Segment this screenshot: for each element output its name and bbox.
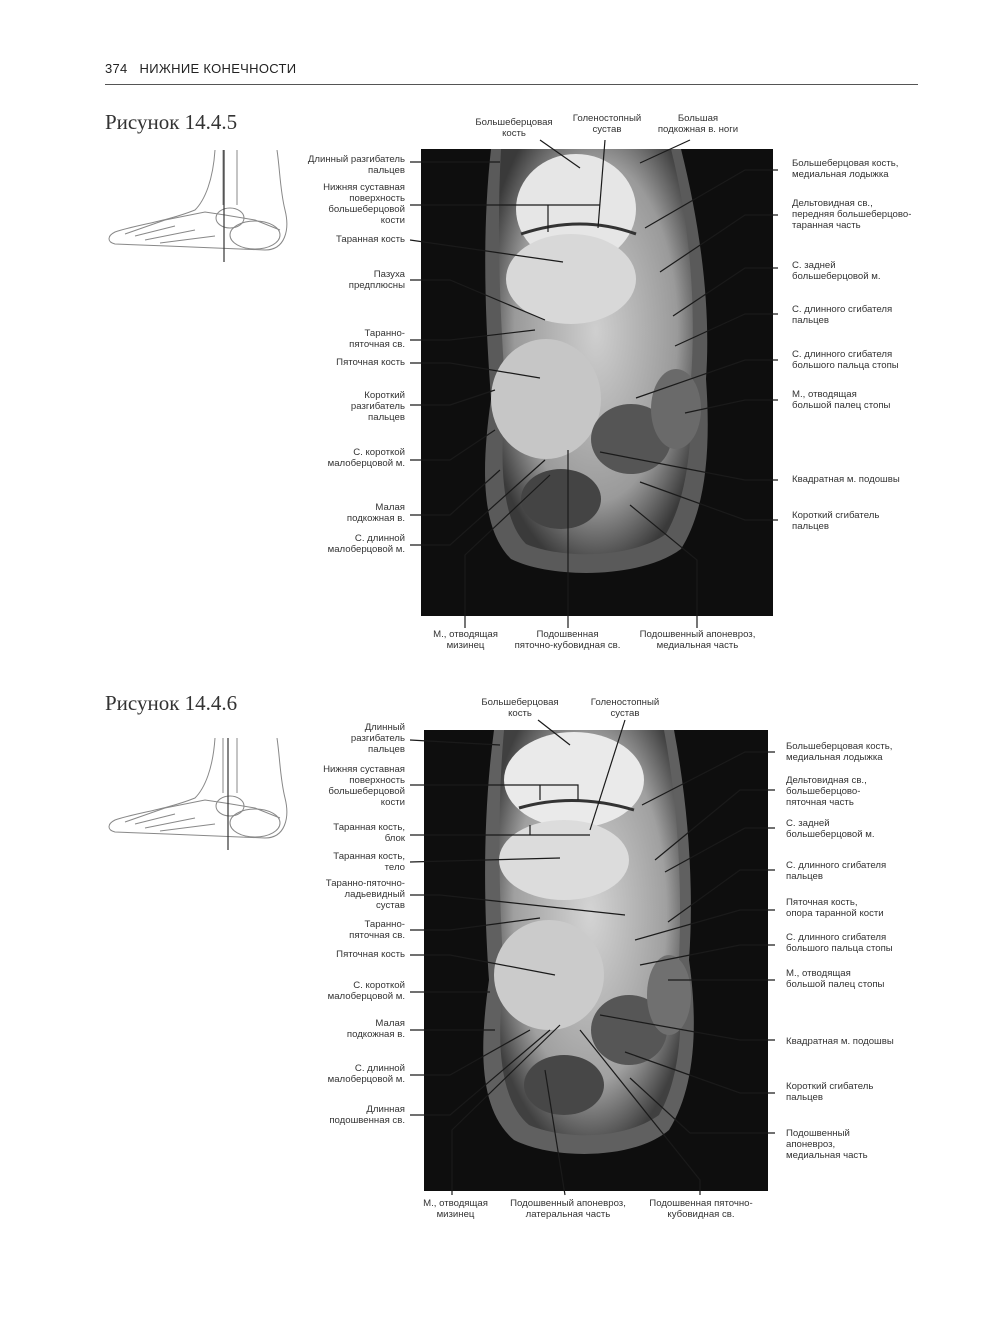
label-calcaneus: Пяточная кость <box>336 949 405 960</box>
label-medial-malleolus: Большеберцовая кость, медиальная лодыжка <box>786 741 893 763</box>
label-fdl-tendon: С. длинного сгибателя пальцев <box>786 860 887 882</box>
label-plantar-calcaneocuboid-ligament: Подошвенная пяточно-кубовидная св. <box>514 629 621 651</box>
label-calcaneus: Пяточная кость <box>336 357 405 368</box>
label-peroneus-brevis-tendon: С. короткой малоберцовой м. <box>327 980 405 1002</box>
label-inferior-articular-surface: Нижняя суставная поверхность большеберцовой кости <box>323 182 405 226</box>
label-medial-malleolus: Большеберцовая кость, медиальная лодыжка <box>792 158 899 180</box>
label-tibialis-posterior-tendon: С. задней большеберцовой м. <box>786 818 875 840</box>
label-fhl-tendon: С. длинного сгибателя большого пальца стопы <box>792 349 899 371</box>
label-sinus-tarsi: Пазуха предплюсны <box>348 269 405 291</box>
label-peroneus-longus-tendon: С. длинной малоберцовой м. <box>327 533 405 555</box>
label-abductor-digiti-minimi: М., отводящая мизинец <box>423 1198 488 1220</box>
label-talocalcaneal-ligament: Таранно- пяточная св. <box>349 328 405 350</box>
label-flexor-digitorum-brevis: Короткий сгибатель пальцев <box>792 510 880 532</box>
label-peroneus-longus-tendon: С. длинной малоберцовой м. <box>327 1063 405 1085</box>
label-extensor-digitorum-longus: Длинный разгибатель пальцев <box>307 154 405 176</box>
label-extensor-digitorum-brevis: Короткий разгибатель пальцев <box>350 390 405 423</box>
label-sustentaculum-tali: Пяточная кость, опора таранной кости <box>786 897 884 919</box>
section-title: НИЖНИЕ КОНЕЧНОСТИ <box>139 61 297 76</box>
label-deltoid-ligament-anterior: Дельтовидная св., передняя большеберцово- таранная часть <box>792 198 912 231</box>
label-plantar-aponeurosis-medial: Подошвенный апоневроз, медиальная часть <box>786 1128 868 1161</box>
label-tibia: Большеберцовая кость <box>481 697 559 719</box>
label-talus: Таранная кость <box>335 234 405 245</box>
label-inferior-articular-surface: Нижняя суставная поверхность большеберцовой кости <box>323 764 405 808</box>
label-small-saphenous-vein: Малая подкожная в. <box>346 1018 405 1040</box>
label-talocalcaneonavicular-joint: Таранно-пяточно- ладьевидный сустав <box>325 878 405 911</box>
label-abductor-hallucis: М., отводящая большой палец стопы <box>792 389 891 411</box>
label-abductor-digiti-minimi: М., отводящая мизинец <box>433 629 498 651</box>
figure-title: Рисунок 14.4.5 <box>105 110 238 134</box>
label-ankle-joint: Голеностопный сустав <box>590 697 660 719</box>
label-peroneus-brevis-tendon: С. короткой малоберцовой м. <box>327 447 405 469</box>
figure-title: Рисунок 14.4.6 <box>105 691 238 715</box>
label-fdl-tendon: С. длинного сгибателя пальцев <box>792 304 893 326</box>
label-abductor-hallucis: М., отводящая большой палец стопы <box>786 968 885 990</box>
label-extensor-digitorum-longus: Длинный разгибатель пальцев <box>350 722 405 755</box>
label-plantar-calcaneocuboid-ligament: Подошвенная пяточно- кубовидная св. <box>649 1198 753 1220</box>
label-plantar-aponeurosis-lateral: Подошвенный апоневроз, латеральная часть <box>510 1198 626 1220</box>
label-fhl-tendon: С. длинного сгибателя большого пальца стопы <box>786 932 893 954</box>
label-great-saphenous-vein: Большая подкожная в. ноги <box>657 113 739 135</box>
label-talus-trochlea: Таранная кость, блок <box>333 822 405 844</box>
label-quadratus-plantae: Квадратная м. подошвы <box>786 1036 894 1047</box>
label-deltoid-ligament-tibiocalcaneal: Дельтовидная св., большеберцово- пяточная часть <box>786 775 867 808</box>
label-quadratus-plantae: Квадратная м. подошвы <box>792 474 900 485</box>
label-long-plantar-ligament: Длинная подошвенная св. <box>329 1104 405 1126</box>
page-number: 374 <box>105 61 128 76</box>
label-small-saphenous-vein: Малая подкожная в. <box>346 502 405 524</box>
label-ankle-joint: Голеностопный сустав <box>572 113 642 135</box>
label-plantar-aponeurosis-medial: Подошвенный апоневроз, медиальная часть <box>639 629 756 651</box>
label-flexor-digitorum-brevis: Короткий сгибатель пальцев <box>786 1081 874 1103</box>
label-talocalcaneal-ligament: Таранно- пяточная св. <box>349 919 405 941</box>
label-tibialis-posterior-tendon: С. задней большеберцовой м. <box>792 260 881 282</box>
label-tibia: Большеберцовая кость <box>475 117 553 139</box>
label-talus-body: Таранная кость, тело <box>333 851 405 873</box>
